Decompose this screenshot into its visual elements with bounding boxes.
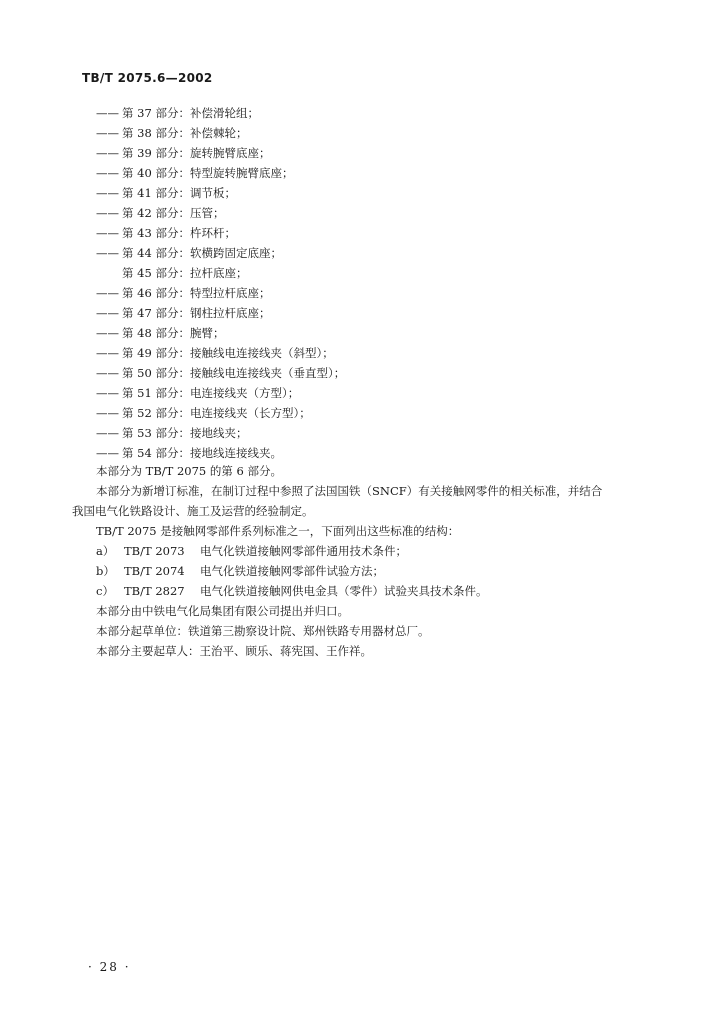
paragraph: 本部分为 TB/T 2075 的第 6 部分。 xyxy=(96,464,283,478)
list-item: —— 第 52 部分：电连接线夹（长方型）； xyxy=(96,406,311,420)
list-item: —— 第 41 部分：调节板； xyxy=(96,186,236,200)
list-item: —— 第 46 部分：特型拉杆底座； xyxy=(96,286,271,300)
list-item: —— 第 42 部分：压管； xyxy=(96,206,225,220)
list-item: —— 第 43 部分：杵环杆； xyxy=(96,226,236,240)
list-item: 第 45 部分：拉杆底座； xyxy=(122,266,248,280)
list-item: —— 第 38 部分：补偿棘轮； xyxy=(96,126,248,140)
foreword-body xyxy=(72,461,672,661)
list-item: —— 第 51 部分：电连接线夹（方型）； xyxy=(96,386,300,400)
list-item: —— 第 53 部分：接地线夹； xyxy=(96,426,248,440)
list-item: —— 第 40 部分：特型旋转腕臂底座； xyxy=(96,166,294,180)
standard-code-header: TB/T 2075.6—2002 xyxy=(82,71,213,85)
page-number: · 28 · xyxy=(88,960,131,974)
standards-list xyxy=(72,541,672,601)
list-item: c） TB/T 2827 电气化铁道接触网供电金具（零件）试验夹具技术条件。 xyxy=(96,584,488,598)
list-item: —— 第 39 部分：旋转腕臂底座； xyxy=(96,146,271,160)
paragraph: 本部分由中铁电气化局集团有限公司提出并归口。 xyxy=(96,604,349,618)
list-item: a） TB/T 2073 电气化铁道接触网零部件通用技术条件； xyxy=(96,544,407,558)
parts-list xyxy=(96,103,345,463)
list-item: —— 第 47 部分：钢柱拉杆底座； xyxy=(96,306,271,320)
list-item: —— 第 54 部分：接地线连接线夹。 xyxy=(96,446,282,460)
list-item: —— 第 48 部分：腕臂； xyxy=(96,326,225,340)
list-item: —— 第 37 部分：补偿滑轮组； xyxy=(96,106,259,120)
list-item: —— 第 44 部分：软横跨固定底座； xyxy=(96,246,282,260)
paragraph: TB/T 2075 是接触网零部件系列标准之一，下面列出这些标准的结构： xyxy=(96,524,460,538)
paragraph: 本部分主要起草人：王治平、顾乐、蒋宪国、王作祥。 xyxy=(96,644,372,658)
paragraph: 本部分起草单位：铁道第三勘察设计院、郑州铁路专用器材总厂。 xyxy=(96,624,430,638)
paragraph-continuation: 我国电气化铁路设计、施工及运营的经验制定。 xyxy=(72,504,314,518)
list-item: —— 第 50 部分：接触线电连接线夹（垂直型）； xyxy=(96,366,346,380)
list-item: —— 第 49 部分：接触线电连接线夹（斜型）； xyxy=(96,346,334,360)
paragraph: 本部分为新增订标准，在制订过程中参照了法国国铁（SNCF）有关接触网零件的相关标准，并结合 xyxy=(96,484,603,498)
list-item: b） TB/T 2074 电气化铁道接触网零部件试验方法； xyxy=(96,564,384,578)
